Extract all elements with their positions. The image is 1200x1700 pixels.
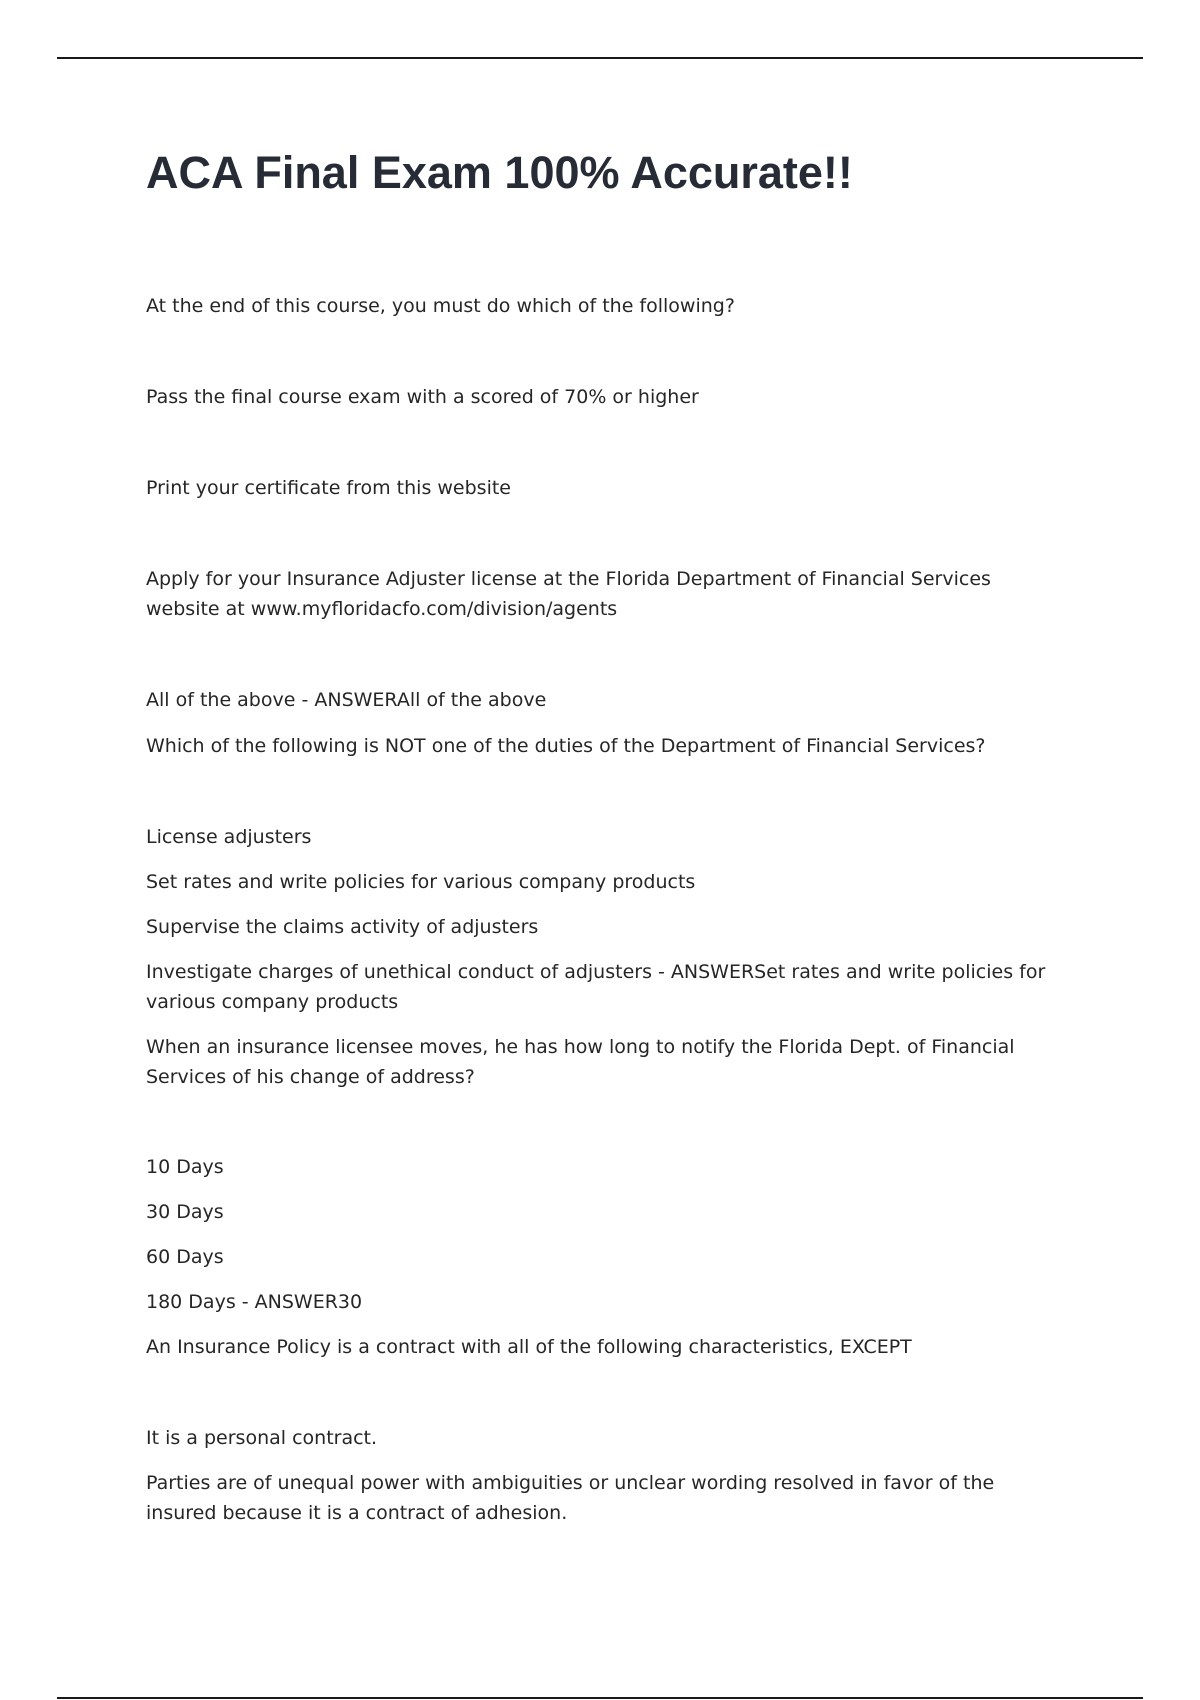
bottom-rule bbox=[57, 1697, 1143, 1699]
option-4b: Parties are of unequal power with ambiguities or unclear wording resolved in favor of the insured because it is a contract of adhesion. bbox=[146, 1472, 995, 1524]
option-2d-answer: Investigate charges of unethical conduct of adjusters - ANSWERSet rates and write policies for various company products bbox=[146, 961, 1046, 1013]
document-title: ACA Final Exam 100% Accurate!! bbox=[146, 147, 853, 198]
top-rule bbox=[57, 57, 1143, 59]
option-1b: Print your certificate from this website bbox=[146, 477, 511, 499]
question-1: At the end of this course, you must do which of the following? bbox=[146, 295, 735, 317]
option-3c: 60 Days bbox=[146, 1246, 224, 1268]
option-3d-answer: 180 Days - ANSWER30 bbox=[146, 1291, 363, 1313]
option-2c: Supervise the claims activity of adjusters bbox=[146, 916, 539, 938]
option-1c: Apply for your Insurance Adjuster license at the Florida Department of Financial Services website at www.myfloridacfo.com/division/agents bbox=[146, 568, 991, 620]
document-body bbox=[146, 291, 1051, 1528]
question-3: When an insurance licensee moves, he has how long to notify the Florida Dept. of Financial Services of his change of address? bbox=[146, 1036, 1015, 1088]
option-2b: Set rates and write policies for various company products bbox=[146, 871, 696, 893]
option-1d-answer: All of the above - ANSWERAll of the above bbox=[146, 689, 547, 711]
question-2: Which of the following is NOT one of the duties of the Department of Financial Services? bbox=[146, 735, 986, 757]
option-3a: 10 Days bbox=[146, 1156, 224, 1178]
option-1a: Pass the final course exam with a scored of 70% or higher bbox=[146, 386, 699, 408]
option-3b: 30 Days bbox=[146, 1201, 224, 1223]
option-2a: License adjusters bbox=[146, 826, 312, 848]
option-4a: It is a personal contract. bbox=[146, 1427, 378, 1449]
question-4: An Insurance Policy is a contract with all of the following characteristics, EXCEPT bbox=[146, 1336, 912, 1358]
